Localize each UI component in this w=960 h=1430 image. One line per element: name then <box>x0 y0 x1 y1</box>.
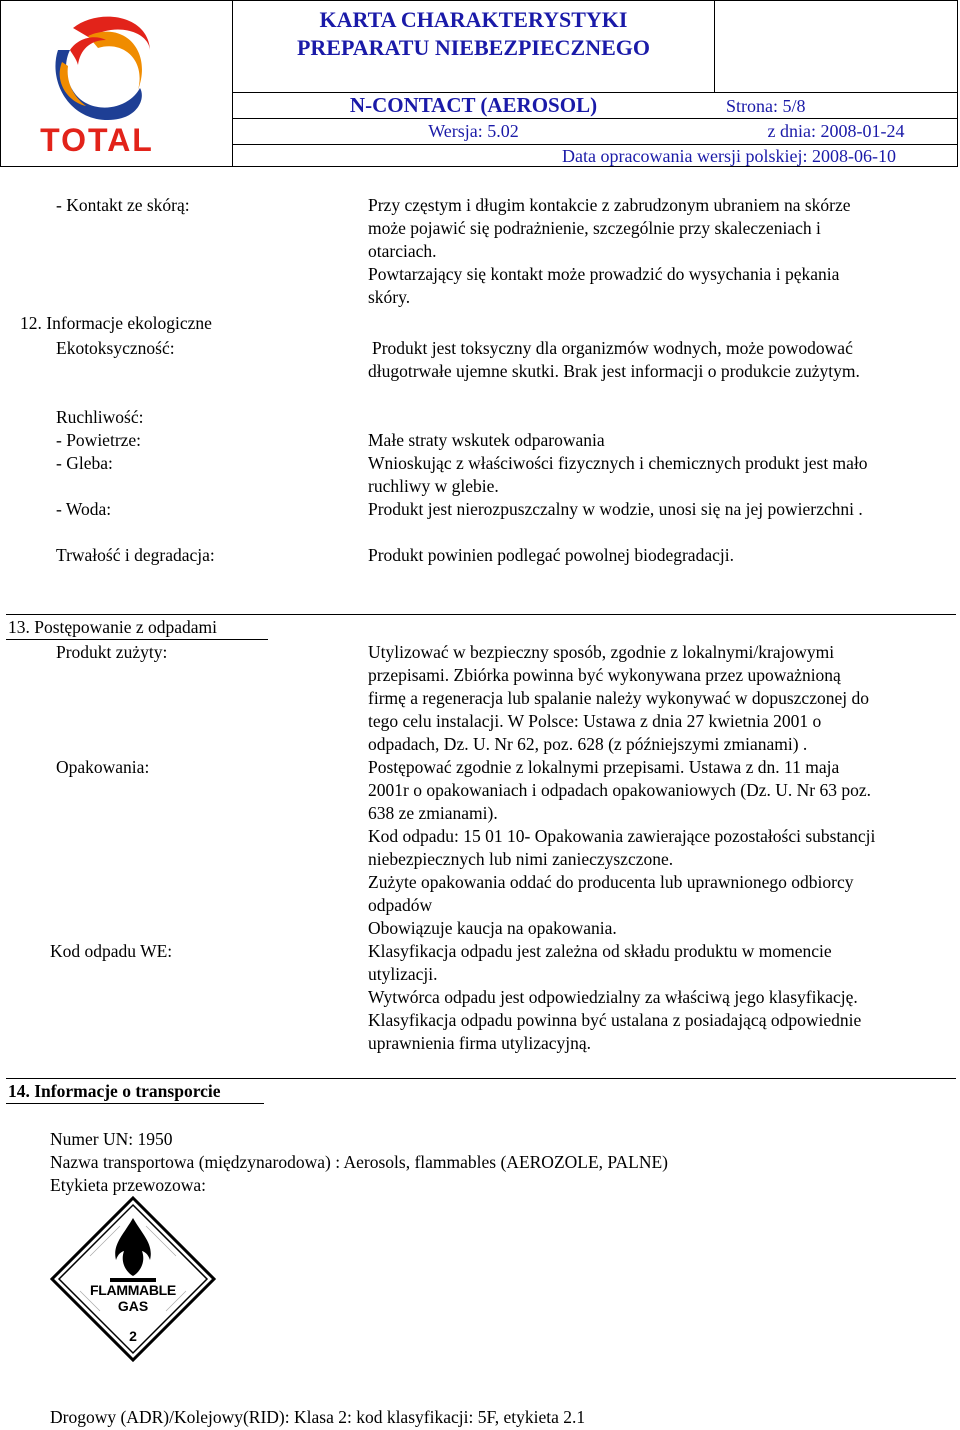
title-line1: KARTA CHARAKTERYSTYKI <box>319 7 628 32</box>
water-text: Produkt jest nierozpuszczalny w wodzie, unosi się na jej powierzchni . <box>368 499 863 519</box>
soil-line: Wnioskując z właściwości fizycznych i chemicznych produkt jest mało <box>368 453 868 473</box>
placard-class-number: 2 <box>129 1328 137 1344</box>
total-logo <box>28 10 168 160</box>
eu-waste-code-line: utylizacji. <box>368 964 438 984</box>
degradation-label: Trwałość i degradacja: <box>56 545 215 565</box>
water-label: - Woda: <box>56 499 112 519</box>
road-rail-class: Drogowy (ADR)/Kolejowy(RID): Klasa 2: kod klasyfikacji: 5F, etykieta 2.1 <box>50 1407 586 1427</box>
used-product-line: Utylizować w bezpieczny sposób, zgodnie z lokalnymi/krajowymi <box>368 642 835 662</box>
section-heading: 14. Informacje o transporcie <box>8 1081 221 1101</box>
air-text: Małe straty wskutek odparowania <box>368 430 605 450</box>
air-label: - Powietrze: <box>56 430 142 450</box>
eu-waste-code-line: Wytwórca odpadu jest odpowiedzialny za właściwą jego klasyfikację. <box>368 987 858 1007</box>
packaging-label: Opakowania: <box>56 757 150 777</box>
soil-line: ruchliwy w glebie. <box>368 476 499 496</box>
packaging-line: niebezpiecznych lub nimi zanieczyszczone. <box>368 849 674 869</box>
title-line2: PREPARATU NIEBEZPIECZNEGO <box>296 35 651 60</box>
eu-waste-code-line: uprawnienia firma utylizacyjną. <box>368 1033 592 1053</box>
packaging-line: odpadów <box>368 895 433 915</box>
section-rule <box>6 614 956 615</box>
used-product-label: Produkt zużyty: <box>56 642 168 662</box>
polish-version-date: Data opracowania wersji polskiej: 2008-06-10 <box>562 146 896 166</box>
ecotoxicity-line: Produkt jest toksyczny dla organizmów wodnych, może powodować <box>372 338 853 358</box>
transport-name: Nazwa transportowa (międzynarodowa) : Aerosols, flammables (AEROZOLE, PALNE) <box>50 1152 669 1172</box>
header-border-left <box>0 0 1 167</box>
packaging-line: Zużyte opakowania oddać do producenta lub uprawnionego odbiorcy <box>368 872 854 892</box>
degradation-text: Produkt powinien podlegać powolnej biodegradacji. <box>368 545 734 565</box>
used-product-line: odpadach, Dz. U. Nr 62, poz. 628 (z późniejszymi zmianami) . <box>368 734 808 754</box>
eu-waste-code-label: Kod odpadu WE: <box>50 941 173 961</box>
ecotoxicity-line: długotrwałe ujemne skutki. Brak jest informacji o produkcie zużytym. <box>368 361 860 381</box>
mobility-label: Ruchliwość: <box>56 407 144 427</box>
skin-label: - Kontakt ze skórą: <box>56 195 190 215</box>
packaging-line: Obowiązuje kaucja na opakowania. <box>368 918 617 938</box>
placard-text-line2: GAS <box>117 1298 149 1314</box>
used-product-line: firmę a regeneracja lub spalanie należy wykonywać w dopuszczonej do <box>368 688 869 708</box>
used-product-line: tego celu instalacji. W Polsce: Ustawa z dnia 27 kwietnia 2001 o <box>368 711 822 731</box>
flammable-gas-placard <box>50 1196 216 1362</box>
section-rule <box>6 1078 956 1079</box>
packaging-line: Kod odpadu: 15 01 10- Opakowania zawierające pozostałości substancji <box>368 826 876 846</box>
document-title <box>233 6 714 62</box>
page-number: Strona: 5/8 <box>726 96 806 116</box>
section-heading: 12. Informacje ekologiczne <box>20 313 212 333</box>
packaging-line: 2001r o opakowaniach i odpadach opakowaniowych (Dz. U. Nr 63 poz. <box>368 780 871 800</box>
section-heading-underline <box>6 1103 264 1104</box>
eu-waste-code-line: Klasyfikacja odpadu powinna być ustalana z posiadającą odpowiednie <box>368 1010 862 1030</box>
placard-text-line1: FLAMMABLE <box>90 1282 176 1298</box>
section-heading-underline <box>6 639 268 640</box>
section-heading: 13. Postępowanie z odpadami <box>8 617 217 637</box>
product-name: N-CONTACT (AEROSOL) <box>349 93 598 117</box>
issue-date: z dnia: 2008-01-24 <box>767 121 905 141</box>
used-product-line: przepisami. Zbiórka powinna być wykonywana przez upoważnioną <box>368 665 841 685</box>
header-border-top <box>0 0 958 1</box>
ecotoxicity-label: Ekotoksyczność: <box>56 338 175 358</box>
version: Wersja: 5.02 <box>428 121 519 141</box>
packaging-line: Postępować zgodnie z lokalnymi przepisami. Ustawa z dn. 11 maja <box>368 757 840 777</box>
eu-waste-code-line: Klasyfikacja odpadu jest zależna od składu produktu w momencie <box>368 941 832 961</box>
skin-line: skóry. <box>368 287 411 307</box>
logo-text: TOTAL <box>40 122 154 158</box>
skin-line: może pojawić się podrażnienie, szczególnie przy skaleczeniach i <box>368 218 821 238</box>
skin-line: Przy częstym i długim kontakcie z zabrudzonym ubraniem na skórze <box>368 195 851 215</box>
packaging-line: 638 ze zmianami). <box>368 803 498 823</box>
header-divider-title <box>714 0 715 92</box>
soil-label: - Gleba: <box>56 453 113 473</box>
skin-line: otarciach. <box>368 241 437 261</box>
transport-label-title: Etykieta przewozowa: <box>50 1175 206 1195</box>
skin-line: Powtarzający się kontakt może prowadzić do wysychania i pękania <box>368 264 840 284</box>
un-number: Numer UN: 1950 <box>50 1129 173 1149</box>
